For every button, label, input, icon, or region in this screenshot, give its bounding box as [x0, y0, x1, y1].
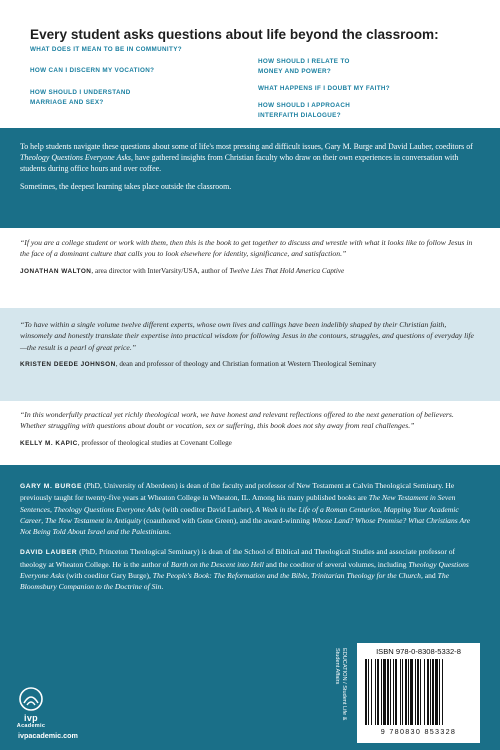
bio-text: . [169, 527, 172, 537]
question-marriage-line2: MARRIAGE AND SEX? [30, 99, 104, 106]
bio-text: (PhD, Princeton Theological Seminary) is dean of the School of Biblical and Theological Studies and associate professor of theology at Wheaton College. He is the author of [20, 547, 456, 569]
bio-text: (coauthored with Gene Green), and the award-winning [141, 515, 312, 525]
isbn-label: ISBN 978-0-8308-5332-8 [376, 647, 461, 656]
bio-text: , [307, 571, 312, 581]
author-name: DAVID LAUBER [20, 549, 78, 557]
headline: Every student asks questions about life beyond the classroom: [30, 27, 439, 42]
bio-book: Whose Land? Whose Promise? What Christians Are Not Being Told About Israel and the Palestinians [20, 515, 471, 537]
bio-burge [20, 480, 480, 537]
intro-text-a: To help students navigate these questions about some of life's most pressing and difficult issues, Gary M. Burge and David Lauber, coeditors of [20, 142, 473, 151]
intro-section [0, 128, 500, 228]
endorsement-text: “If you are a college student or work with them, then this is the book to get together to discuss and wrestle with what it looks like to follow Jesus in the face of a dominant culture that calls you to look elsewhere for identity, significance, and satisfaction.” [20, 238, 473, 259]
endorser-affiliation: , dean and professor of theology and Christian formation at Western Theological Seminary [115, 359, 377, 368]
author-name: GARY M. BURGE [20, 483, 83, 490]
question-interfaith-line1: HOW SHOULD I APPROACH [258, 102, 351, 109]
endorser-name: KELLY M. KAPIC [20, 439, 78, 447]
bio-book: Theology Questions Everyone Asks [20, 559, 469, 581]
bio-book: The Bloomsbury Companion to the Doctrine of Sin [20, 571, 450, 592]
bio-text: (with coeditor David Lauber), [160, 504, 256, 514]
endorsement-johnson [0, 308, 500, 401]
endorsement-attribution [20, 266, 480, 278]
bio-book: Mapping Your Academic Career [20, 504, 459, 525]
bio-book: Theology Questions Everyone Asks [53, 504, 161, 514]
endorsement-attribution [20, 438, 480, 450]
bio-text: (with coeditor Gary Burge), [64, 571, 153, 581]
barcode-panel [357, 643, 480, 743]
bio-book: Barth on the Descent into Hell [170, 559, 264, 569]
bio-text: (PhD, University of Aberdeen) is dean of the faculty and professor of New Testament at Calvin Theological Seminary. He previously taught for twenty-five years at Wheaton College in Wheaton, IL. Among his many published books are [20, 481, 455, 503]
bio-text: and the coeditor of several volumes, including [263, 559, 409, 569]
bio-text: , and [420, 571, 438, 581]
question-money-line2: MONEY AND POWER? [258, 68, 332, 75]
bio-book: A Week in the Life of a Roman Centurion [255, 504, 380, 514]
bio-book: The New Testament in Antiquity [45, 515, 142, 525]
intro-paragraph [20, 141, 480, 175]
question-interfaith-line2: INTERFAITH DIALOGUE? [258, 112, 341, 119]
barcode-number: 9 780830 853328 [380, 727, 457, 736]
intro-text-b: , have gathered insights from Christian faculty who draw on their own experiences in conversation with students during office hours and over coffee. [20, 153, 459, 174]
endorser-affiliation: , professor of theological studies at Covenant College [77, 438, 232, 447]
question-doubt: WHAT HAPPENS IF I DOUBT MY FAITH? [258, 85, 391, 92]
endorsement-text: “To have within a single volume twelve different experts, whose own lives and callings have been indelibly shaped by their Christian faith, winsomely and honestly translate their expertise into practical wisdom for following Jesus in the contours, struggles, and questions of everyday life—the result is a pearl of great price.” [20, 320, 474, 352]
ivp-logo-icon [18, 686, 44, 714]
endorsement-kapic [0, 401, 500, 465]
category-line1: EDUCATION / Student Life & [341, 648, 347, 721]
category-line2: Student Affairs [334, 648, 340, 685]
bio-text: , [41, 515, 46, 525]
bio-text: . [161, 582, 164, 592]
logo-word-academic: Academic [16, 723, 46, 729]
endorser-name: KRISTEN DEEDE JOHNSON [20, 360, 116, 368]
intro-tagline: Sometimes, the deepest learning takes place outside the classroom. [20, 181, 232, 191]
bio-book: The People's Book: The Reformation and the Bible [152, 571, 308, 581]
top-panel [0, 0, 500, 128]
endorser-affiliation: , area director with InterVarsity/USA, author of [91, 266, 230, 275]
bio-text: , [379, 504, 384, 514]
question-community: WHAT DOES IT MEAN TO BE IN COMMUNITY? [30, 46, 182, 53]
publisher-url: ivpacademic.com [18, 731, 78, 740]
question-marriage-line1: HOW SHOULD I UNDERSTAND [30, 89, 131, 96]
barcode-icon [363, 659, 474, 725]
bio-book: Trinitarian Theology for the Church [311, 571, 421, 581]
bio-text: , [49, 504, 54, 514]
bisac-category [333, 648, 347, 720]
logo-word-ivp: ivp [24, 713, 38, 723]
ivp-logo-wordmark [14, 714, 48, 730]
bio-lauber [20, 546, 480, 592]
endorsement-walton [0, 228, 500, 308]
endorser-book: Twelve Lies That Hold America Captive [229, 266, 345, 275]
endorsement-text: “In this wonderfully practical yet richly theological work, we have honest and relevant reflections offered to the next generation of believers. Whether struggling with questions about doubt or vocation, sex or suffering, this book does not shy away from real challenges.” [20, 410, 454, 431]
question-money-line1: HOW SHOULD I RELATE TO [258, 58, 350, 65]
book-title: Theology Questions Everyone Asks [20, 153, 131, 163]
question-vocation: HOW CAN I DISCERN MY VOCATION? [30, 67, 155, 74]
endorser-name: JONATHAN WALTON [20, 267, 92, 275]
bio-book: The New Testament in Seven Sentences [20, 493, 456, 514]
endorsement-attribution [20, 359, 480, 371]
